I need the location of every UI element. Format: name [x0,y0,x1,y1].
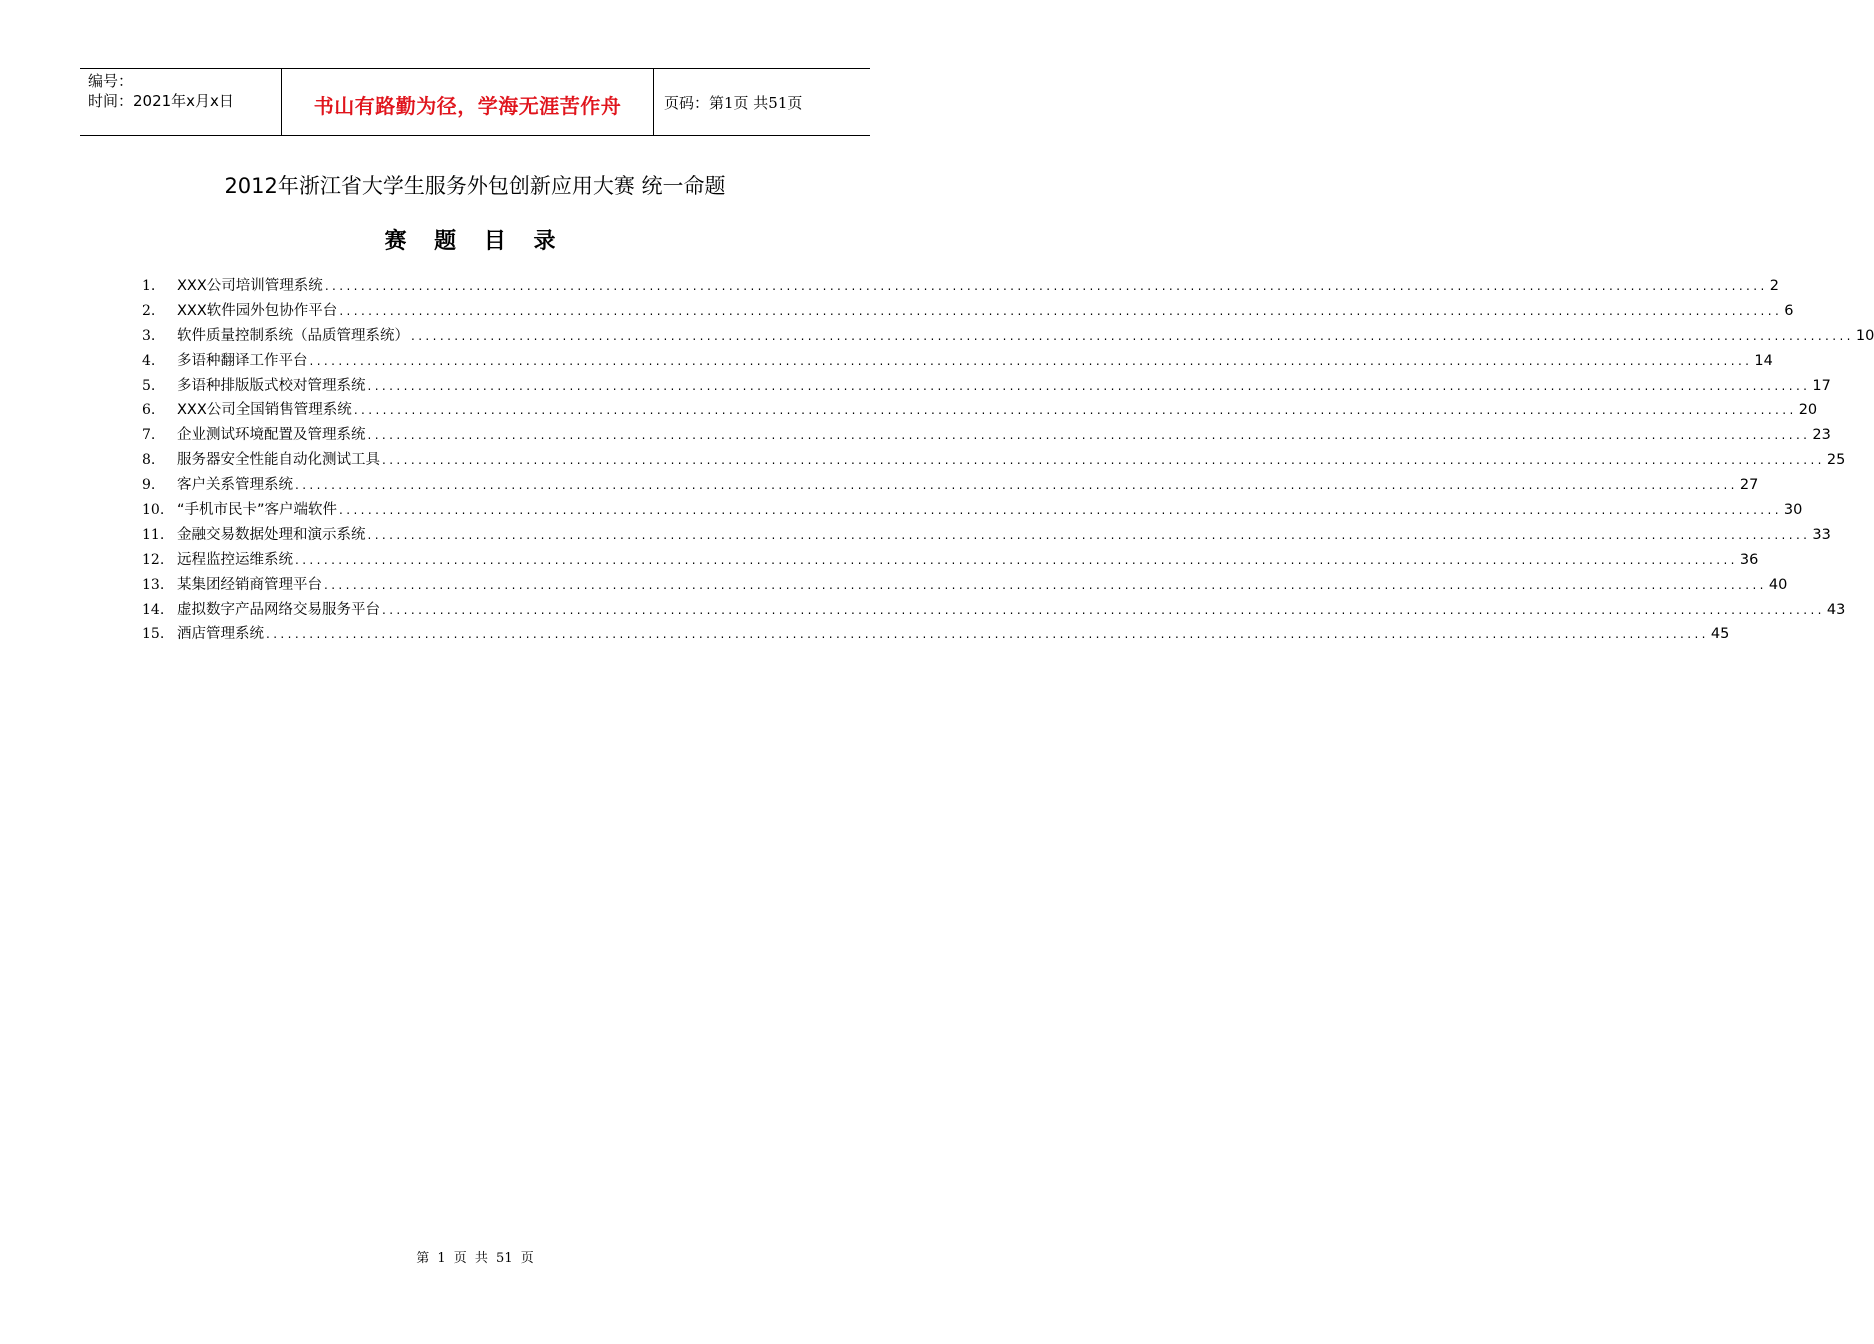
toc-item[interactable] [142,448,1846,473]
toc-item[interactable] [142,423,1831,448]
toc-dot-leader: ........................................................................................................................................................................................................ [309,353,1753,368]
toc-item[interactable] [142,523,1831,548]
toc-dot-leader: ........................................................................................................................................................................................................ [353,403,1797,418]
toc-item-page: 6 [1784,302,1794,319]
header-page-info [654,69,870,135]
toc-item-page: 30 [1783,502,1803,519]
date-label: 时间：2021年x月x日 [88,92,234,110]
toc-item-title: 多语种排版版式校对管理系统 [177,377,366,394]
toc-item-page: 10 [1855,327,1874,344]
toc-item-number: 14. [142,601,165,618]
toc-item-number: 13. [142,576,165,593]
toc-item[interactable] [142,398,1818,423]
toc-item[interactable] [142,324,1874,349]
toc-item-number: 2. [142,302,156,319]
toc-dot-leader: ........................................................................................................................................................................................................ [382,602,1825,617]
toc-item-title: “手机市民卡”客户端软件 [177,502,338,519]
toc-item[interactable] [142,349,1773,374]
toc-item-page: 17 [1812,377,1831,394]
toc-item-title: 虚拟数字产品网络交易服务平台 [177,601,380,618]
toc-dot-leader: ........................................................................................................................................................................................................ [339,503,1782,518]
toc-dot-leader: ........................................................................................................................................................................................................ [367,527,1811,542]
toc-item-page: 43 [1826,601,1846,618]
toc-item-page: 36 [1739,551,1759,568]
toc-item-title: XXX公司全国销售管理系统 [177,402,352,419]
page-footer: 第 1 页 共 51 页 [416,1251,534,1266]
toc-item-page: 33 [1812,526,1831,543]
toc-heading: 赛 题 目 录 [384,229,566,254]
toc-item-number: 15. [142,626,165,643]
toc-dot-leader: ........................................................................................................................................................................................................ [295,478,1738,493]
toc-item-number: 8. [142,452,156,469]
toc-dot-leader: ........................................................................................................................................................................................................ [382,453,1825,468]
toc-dot-leader: ........................................................................................................................................................................................................ [295,552,1738,567]
header-meta [80,69,282,135]
toc-item-page: 2 [1769,278,1779,294]
toc-item[interactable] [142,473,1759,498]
toc-item[interactable] [142,548,1759,573]
toc-item-page: 45 [1710,626,1730,643]
toc-item-title: 远程监控运维系统 [177,551,293,568]
toc-item-number: 10. [142,502,165,519]
toc-item-number: 5. [142,377,156,394]
toc-item[interactable] [142,374,1831,399]
toc-item-number: 11. [142,526,165,543]
toc-dot-leader: ........................................................................................................................................................................................................ [266,627,1709,642]
toc-item[interactable] [142,622,1730,647]
toc-item[interactable] [142,498,1803,523]
toc-item-number: 7. [142,427,156,444]
page-info: 页码：第1页 共51页 [664,93,803,112]
toc-item-page: 27 [1739,477,1759,494]
toc-item-title: 软件质量控制系统（品质管理系统） [177,327,409,344]
toc-dot-leader: ........................................................................................................................................................................................................ [339,303,1783,318]
toc-item-page: 14 [1754,352,1773,369]
toc-item[interactable] [142,598,1846,623]
toc-dot-leader: ........................................................................................................................................................................................................ [367,378,1811,393]
header-table [80,68,870,136]
header-motto-cell [282,69,654,135]
toc-item-title: 企业测试环境配置及管理系统 [177,427,366,444]
toc-item-number: 3. [142,327,156,344]
toc-item-number: 6. [142,402,156,419]
toc-item-title: XXX公司培训管理系统 [177,278,323,294]
toc-item[interactable] [142,274,1779,299]
toc-item-number: 9. [142,477,156,494]
toc-item[interactable] [142,573,1788,598]
toc-item-page: 20 [1798,402,1818,419]
motto: 书山有路勤为径，学海无涯苦作舟 [313,93,622,118]
toc-item-title: 客户关系管理系统 [177,477,293,494]
toc-dot-leader: ........................................................................................................................................................................................................ [324,279,1768,293]
toc-item-title: 多语种翻译工作平台 [177,352,308,369]
toc-item-page: 25 [1826,452,1846,469]
toc-item-number: 4. [142,352,156,369]
toc-item-number: 12. [142,551,165,568]
toc-item-page: 23 [1812,427,1831,444]
toc-item-title: 酒店管理系统 [177,626,264,643]
toc-item-page: 40 [1768,576,1788,593]
toc-item-title: XXX软件园外包协作平台 [177,302,338,319]
toc-item-title: 服务器安全性能自动化测试工具 [177,452,380,469]
toc-dot-leader: ........................................................................................................................................................................................................ [367,428,1811,443]
number-label: 编号： [88,72,134,90]
toc-dot-leader: ........................................................................................................................................................................................................ [324,577,1767,592]
document-title: 2012年浙江省大学生服务外包创新应用大赛 统一命题 [224,174,726,198]
toc-dot-leader: ........................................................................................................................................................................................................ [411,328,1854,343]
table-of-contents [142,274,1874,647]
toc-item-title: 金融交易数据处理和演示系统 [177,526,366,543]
toc-item-number: 1. [142,278,156,294]
toc-item-title: 某集团经销商管理平台 [177,576,322,593]
toc-item[interactable] [142,299,1794,324]
